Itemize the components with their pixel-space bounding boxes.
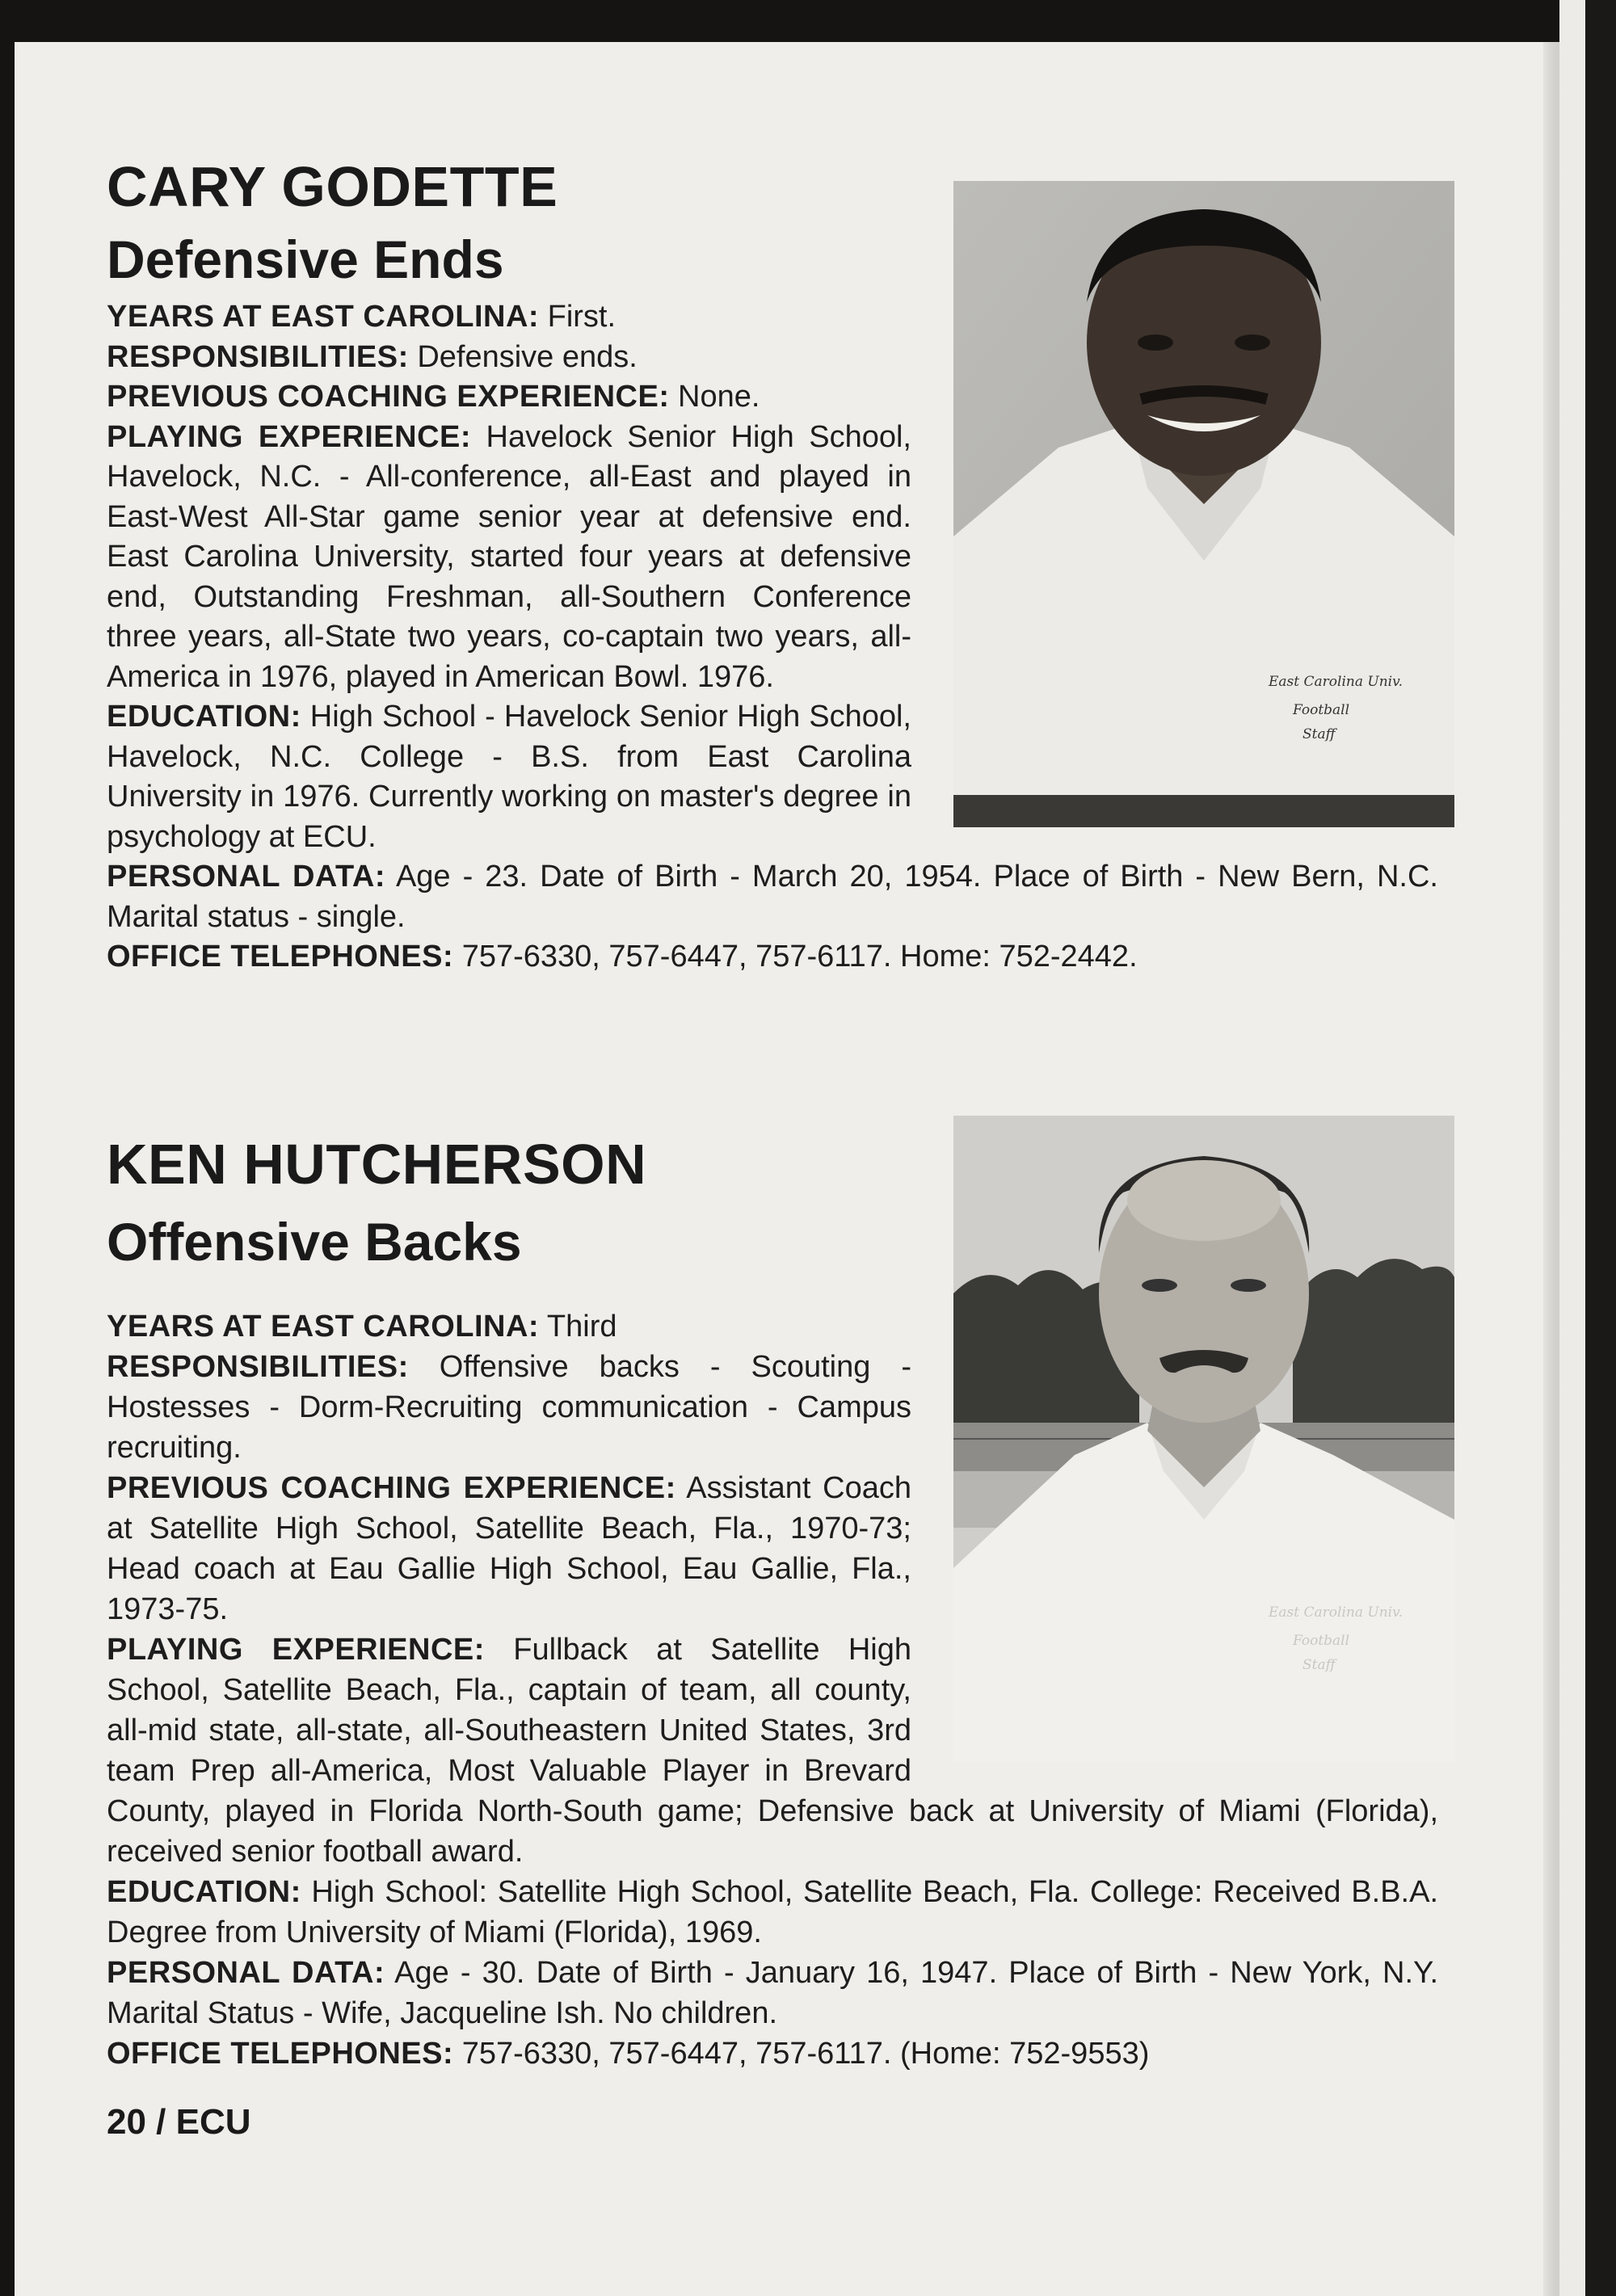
portrait-image <box>953 1116 1454 1762</box>
shirt-logo-line: East Carolina Univ. <box>1269 1604 1403 1621</box>
field-value: Assistant Coach at Satellite High School, Satellite Beach, Fla., 1970-73; Head coach at Eau Gallie High School, Eau Gallie, Fla., 1973-75. <box>107 1471 911 1626</box>
field-label: PREVIOUS COACHING EXPERIENCE: <box>107 380 670 414</box>
shirt-logo-line: Staff <box>1302 726 1336 742</box>
field-value: Age - 30. Date of Birth - January 16, 1947. Place of Birth - New York, N.Y. Marital Status - Wife, Jacqueline Ish. No children. <box>107 1956 1439 2030</box>
field-value: 757-6330, 757-6447, 757-6117. Home: 752-2442. <box>453 940 1138 973</box>
field-value: 757-6330, 757-6447, 757-6117. (Home: 752-9553) <box>453 2037 1150 2071</box>
coach-name: KEN HUTCHERSON <box>107 1133 647 1196</box>
field-label: EDUCATION: <box>107 1875 301 1909</box>
page-gutter <box>1543 42 1559 2296</box>
field-value: Defensive ends. <box>408 339 638 374</box>
field-label: OFFICE TELEPHONES: <box>107 940 454 973</box>
field-value: Fullback at Satellite High School, Satellite Beach, Fla., captain of team, all county, all-mid state, all-state, all-Southeastern United States, 3rd team Prep all-America, Most Valuable Player in Brevard County, played in Florida North-South game; Defensive back at University of Miami (Florida), received senior football award. <box>107 1633 1438 1869</box>
field-value: Third <box>539 1310 617 1344</box>
field-value: Offensive backs - Scouting - Hostesses - Dorm-Recruiting communication - Campus recruiting. <box>107 1350 911 1465</box>
field-label: PLAYING EXPERIENCE: <box>107 1633 485 1667</box>
field-label: YEARS AT EAST CAROLINA: <box>107 300 540 334</box>
field-label: PERSONAL DATA: <box>107 1956 385 1990</box>
field-value: Age - 23. Date of Birth - March 20, 1954. Place of Birth - New Bern, N.C. Marital status - single. <box>107 860 1438 934</box>
field-label: YEARS AT EAST CAROLINA: <box>107 1310 540 1344</box>
education <box>107 1872 1438 1953</box>
field-label: PERSONAL DATA: <box>107 860 386 894</box>
coach-bio <box>107 1306 1438 2074</box>
coach-name: CARY GODETTE <box>107 155 558 218</box>
coach-position: Offensive Backs <box>107 1212 522 1272</box>
office-telephones <box>107 937 1438 978</box>
shirt-logo-line: East Carolina Univ. <box>1269 674 1403 690</box>
shirt-logo-line: Staff <box>1302 1657 1336 1673</box>
field-label: RESPONSIBILITIES: <box>107 1350 409 1384</box>
field-label: PREVIOUS COACHING EXPERIENCE: <box>107 1471 676 1505</box>
field-value: High School - Havelock Senior High School, Havelock, N.C. College - B.S. from East Carolina University in 1976. Currently working on master's degree in psychology at ECU. <box>107 700 911 854</box>
field-label: EDUCATION: <box>107 700 301 734</box>
personal-data <box>107 1953 1438 2033</box>
field-value: Havelock Senior High School, Havelock, N.C. - All-conference, all-East and played in East-West All-Star game senior year at defensive end. East Carolina University, started four years at defensive end, Outstanding Freshman, all-Southern Conference three years, all-State two years, co-captain two years, all-America in 1976, played in American Bowl. 1976. <box>107 419 911 694</box>
page-number: 20 / ECU <box>107 2102 251 2142</box>
field-value: None. <box>669 380 760 414</box>
office-telephones <box>107 2033 1438 2074</box>
field-value: High School: Satellite High School, Satellite Beach, Fla. College: Received B.B.A. Degree from University of Miami (Florida), 1969. <box>107 1875 1438 1949</box>
personal-data <box>107 857 1438 937</box>
shirt-logo-line: Football <box>1293 1633 1350 1649</box>
coach-position: Defensive Ends <box>107 229 504 289</box>
field-label: RESPONSIBILITIES: <box>107 339 409 374</box>
facing-page-edge <box>1559 0 1616 2296</box>
field-value: First. <box>539 300 617 334</box>
field-label: PLAYING EXPERIENCE: <box>107 419 472 454</box>
background-edge <box>1585 0 1616 2296</box>
shirt-logo-line: Football <box>1293 702 1350 718</box>
coach-photo <box>953 1116 1454 1762</box>
coach-bio <box>107 297 1438 978</box>
portrait-image <box>953 181 1454 827</box>
coach-photo <box>953 181 1454 827</box>
field-label: OFFICE TELEPHONES: <box>107 2037 454 2071</box>
